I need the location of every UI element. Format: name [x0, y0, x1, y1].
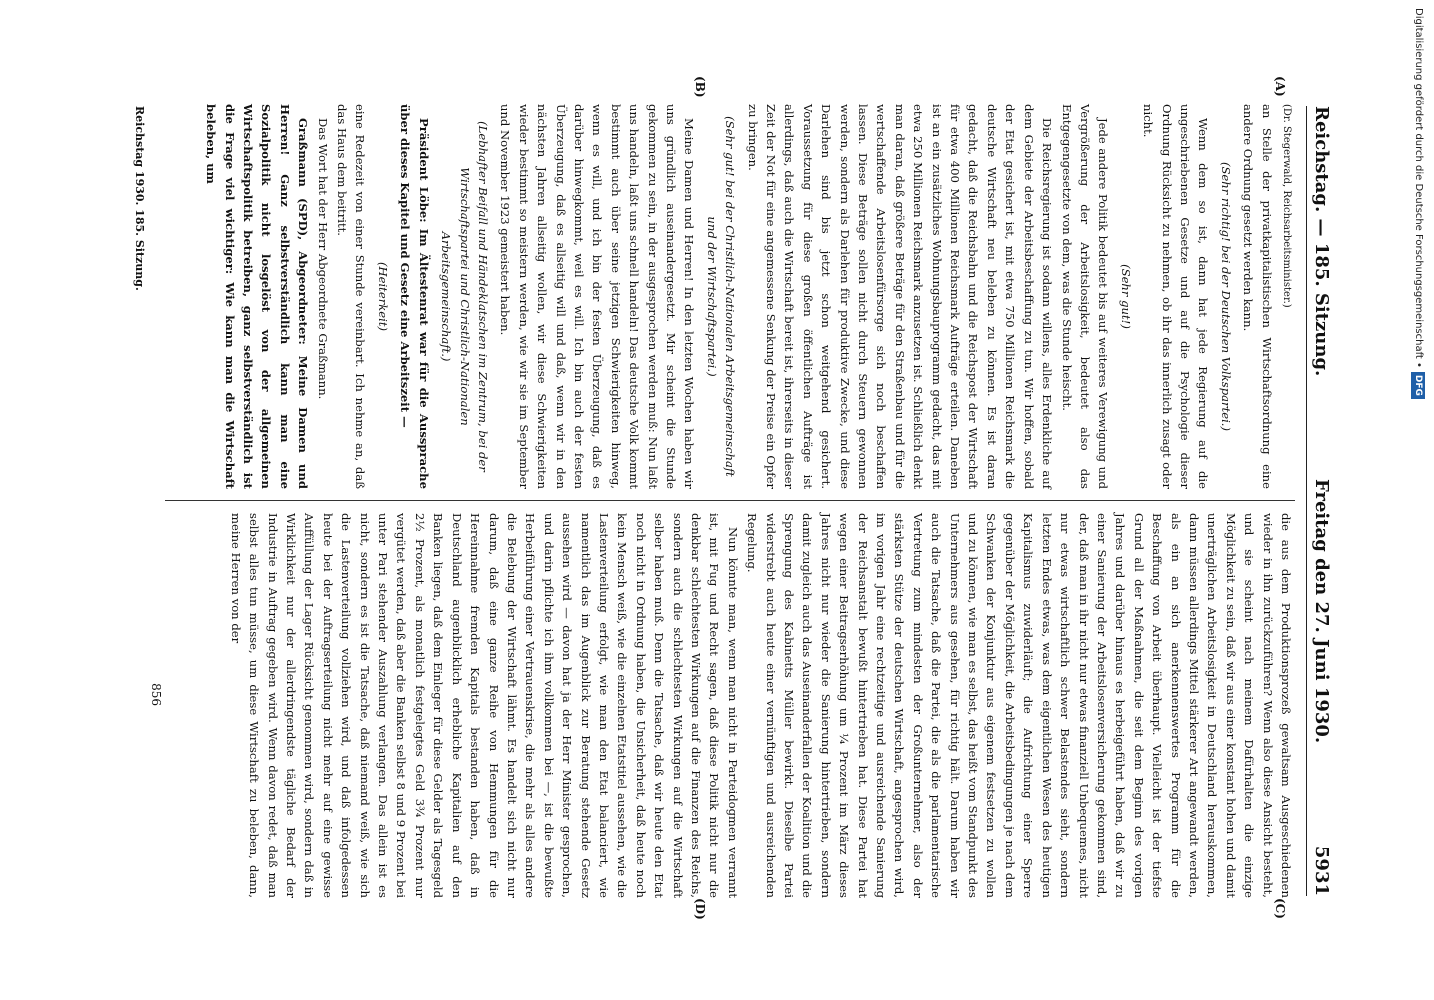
- interjection: (Heiterkeit): [375, 261, 390, 332]
- paragraph: an Stelle der privatkapitalistischen Wirtschaftsordnung eine andere Ordnung gesetzt werden kann.: [1241, 104, 1274, 489]
- speaker-speech: Graßmann (SPD), Abgeordneter: Meine Damen und Herren! Ganz selbstverständlich kann man eine Sozialpolitik nicht losgelöst von der allgemeinen Wirtschaftspolitik betreiben, ganz selbstverständlich ist die Frage viel wichtiger: Wie kann man die Wirtschaft beleben, um: [204, 104, 311, 489]
- paragraph: Meine Damen und Herren! In den letzten Wochen haben wir uns gründlich auseinandergesetzt. Mir scheint die Stunde gekommen zu sein, in der ausgesprochen werden muß: Nun laßt uns handeln, laßt uns schnell handeln! Das deutsche Volk kommt bestimmt auch über seine jetzigen Schwierigkeiten hinweg, wenn es will, und ich bin der festen Überzeugung, daß es darüber hinwegkommt, weil es will. Ich bin auch der festen Überzeugung, daß es allseitig will und daß, wenn wir in den nächsten Jahren allseitig wollen, wir diese Schwierigkeiten wieder bestimmt so meistern werden, wie wir sie im September und November 1923 gemeistert haben.: [498, 104, 697, 489]
- paragraph: Nun könnte man, wenn man nicht in Parteidogmen verrannt ist, mit Fug und Recht sagen, daß diese Politik nicht nur die denkbar schlechtesten Wirkungen auf die Finanzen des Reichs, sondern auch die schlechtesten Wirkungen auf die Wirtschaft selber haben muß. Denn die Tatsache, daß wir heute den Etat noch nicht in Ordnung haben, die Unsicherheit, daß heute noch kein Mensch weiß, wie die einzelnen Etatstitel aussehen, wie die Lastenverteilung erfolgt, wie man den Etat balanciert, wie namentlich das im Augenblick zur Beratung stehende Gesetz aussehen wird — davon hat ja der Herr Minister gesprochen, und darin pflichte ich ihm vollkommen bei —, ist die bewußte Herbeiführung einer Vertrauenskrise, die mehr als alles andere die Belebung der Wirtschaft lähmt. Es handelt sich nicht nur darum, daß eine ganze Reihe von Hemmungen für die Hereinnahme fremden Kapitals bestanden haben, daß in Deutschland augenblicklich erhebliche Kapitalien auf den Banken liegen, daß dem Einleger für diese Gelder als Tagesgeld 2½ Prozent, als monatlich festgelegtes Geld 3¾ Prozent nur vergütet werden, daß aber die Banken selbst 8 und 9 Prozent bei unter Pari stehender Auszahlung verlangen. Das allein ist es nicht, sondern es ist die Tatsache, daß niemand weiß, wie sich die Lastenverteilung vollziehen wird, und daß infolgedessen heute bei der Auftragserteilung nicht mehr auf eine gewisse Auffüllung der Lager Rücksicht genommen wird, sondern daß in Wirklichkeit nur der allerdringendste tägliche Bedarf der Industrie in Auftrag gegeben wird. Wenn davon redet, daß man selbst alles tun müsse, um diese Wirtschaft zu beleben, dann, meine Herren von der: [228, 513, 740, 898]
- header-date: Freitag den 27. Juni 1930.: [1311, 479, 1333, 744]
- credit-text: Digitalisierung gefördert durch die Deutsche Forschungsgemeinschaft •: [1413, 8, 1424, 368]
- interjection: (Lebhafter Beifall und Händeklatschen im Zentrum, bei der Wirtschaftspartei und Christlich-Nationalen Arbeitsgemeinschaft.): [439, 121, 490, 472]
- paragraph: eine Redezeit von einer Stunde vereinbart. Ich nehme an, daß das Haus dem beitritt.: [335, 104, 368, 489]
- paragraph: Das Wort hat der Herr Abgeordnete Graßmann.: [315, 118, 330, 400]
- footer-page-number: 856: [149, 683, 163, 706]
- header-session: Reichstag. — 185. Sitzung.: [1311, 106, 1333, 377]
- president-speech: Präsident Löbe: Im Ältestenrat war für die Aussprache über dieses Kapitel und Gesetz eine Arbeitszeit —: [398, 104, 431, 489]
- paragraph: Wenn dem so ist, dann hat jede Regierung auf die ungeschriebenen Gesetze und auf die Psychologie dieser Ordnung Rücksicht zu nehmen, ob ihr das innerlich zusagt oder nicht.: [1141, 104, 1211, 489]
- footer-session: Reichstag 1930. 185. Sitzung.: [133, 106, 146, 291]
- page-footer: [133, 106, 146, 896]
- margin-marker-b: (B): [693, 76, 707, 98]
- reichstag-protocol-page: [97, 76, 1347, 920]
- column-divider: [165, 500, 1295, 501]
- margin-marker-d: (D): [693, 898, 707, 920]
- digitization-credit: [1410, 8, 1432, 768]
- interjection: (Sehr gut! bei der Christlich-Nationalen Arbeitsgemeinschaft und der Wirtschaftspartei.): [704, 116, 738, 477]
- paragraph: Jede andere Politik bedeutet bis auf weiteres Verewigung und Vergrößerung der Arbeitslosigkeit, bedeutet also das Entgegengesetzte von dem, was die Stunde heischt.: [1059, 104, 1111, 489]
- interjection: (Sehr gut!): [1118, 264, 1133, 329]
- page-header: [1306, 106, 1337, 896]
- paragraph: die aus dem Produktionsprozeß gewaltsam Ausgeschiedenen wieder in ihn zurückzuführen? Wenn also diese Ansicht besteht, und sie scheint nach meinem Dafürhalten die einzige Möglichkeit zu sein, daß wir aus einer konstant hohen und damit unerträglichen Arbeitslosigkeit in Deutschland herauskommen, dann müssen allerdings Mittel stärkerer Art angewandt werden, als ein an sich anerkennenswertes Programm für die Beschaffung von Arbeit überhaupt. Vielleicht ist der tiefste Grund all der Maßnahmen, die seit dem Beginn des vorigen Jahres und darüber hinaus es herbeigeführt haben, daß wir zu einer Sanierung der Arbeitslosenversicherung gekommen sind, der, daß man in ihr nicht nur etwas finanziell Unbequemes, nicht nur etwas wirtschaftlich schwer Belastendes sieht, sondern letzten Endes etwas, was dem eigentlichen Wesen des heutigen Kapitalismus zuwiderläuft; die Aufrichtung einer Sperre gegenüber der Möglichkeit, die Arbeitsbedingungen je nach dem Schwanken der Konjunktur aus eigenem festsetzen zu wollen und zu können, wie man es selbst, das heißt vom Standpunkt des Unternehmers aus gesehen, für richtig hält. Darum haben wir auch die Tatsache, daß die Partei, die als die parlamentarische Vertretung zum mindesten der Großunternehmer, also der stärksten Stütze der deutschen Wirtschaft, angesprochen wird, im vorigen Jahr eine rechtzeitige und ausreichende Sanierung der Reichsanstalt bewußt hintertrieben hat. Diese Partei hat wegen einer Beitragserhöhung um ¼ Prozent im März dieses Jahres nicht nur wieder die Sanierung hintertrieben, sondern damit zugleich auch das Auseinanderfallen der Koalition und die Sprengung des Kabinetts Müller bewirkt. Dieselbe Partei widerstrebt auch heute einer vernünftigen und ausreichenden Regelung.: [745, 513, 1293, 898]
- margin-marker-a: (A): [1273, 76, 1287, 97]
- interjection: (Sehr richtig! bei der Deutschen Volkspartei.): [1218, 161, 1233, 432]
- speaker-continuation: (Dr. Stegerwald, Reichsarbeitsminister.): [1281, 104, 1292, 308]
- header-page-number: 5931: [1311, 845, 1333, 896]
- paragraph: Die Reichsregierung ist sodann willens, alles Erdenkliche auf dem Gebiete der Arbeitsbeschaffung zu tun. Wir hoffen, sobald der Etat gesichert ist, mit etwa 750 Millionen Reichsmark die deutsche Wirtschaft neu beleben zu können. Es ist daran gedacht, daß die Reichsbahn und die Reichspost der Wirtschaft für etwa 400 Millionen Reichsmark Aufträge erteilen. Daneben ist an ein zusätzliches Wohnungsbauprogramm gedacht, das mit etwa 250 Millionen Reichsmark anzusetzen ist. Schließlich denkt man daran, daß größere Beträge für den Straßenbau und für die wertschaffende Arbeitslosenfürsorge sich noch beschaffen lassen. Diese Beträge sollen nicht durch Steuern gewonnen werden, sondern als Darlehen für produktive Zwecke, und diese Darlehen sind bis jetzt schon weitgehend gesichert. Voraussetzung für diese großen öffentlichen Aufträge ist allerdings, daß auch die Wirtschaft bereit ist, ihrerseits in dieser Zeit der Not für eine angemessene Senkung der Preise ein Opfer zu bringen.: [745, 104, 1055, 489]
- dfg-logo-icon: DFG: [1411, 372, 1425, 399]
- margin-marker-c: (C): [1273, 898, 1287, 919]
- right-column: [225, 513, 1295, 898]
- left-column: [201, 104, 1295, 489]
